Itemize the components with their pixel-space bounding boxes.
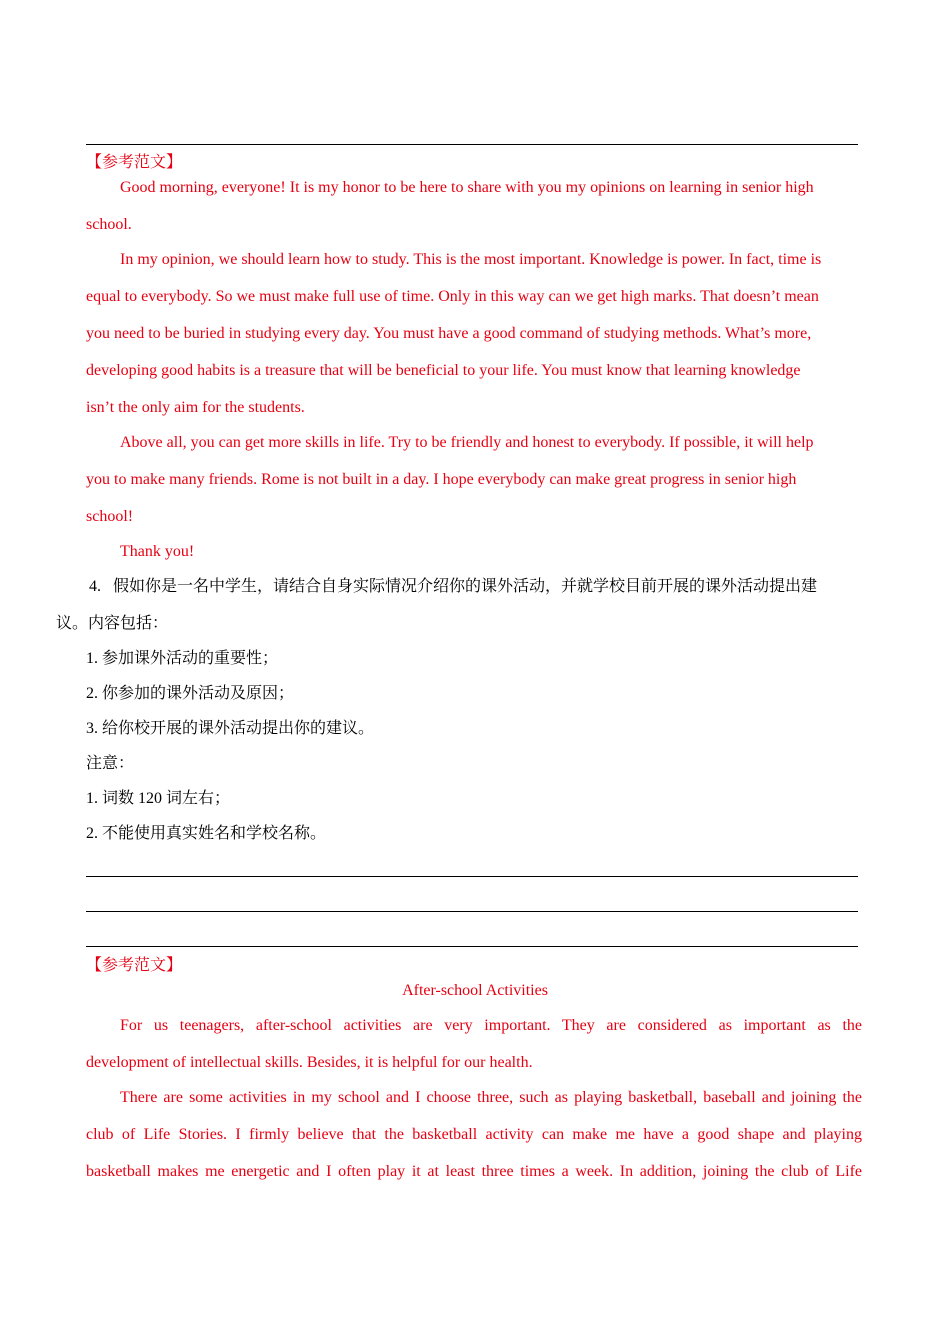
essay1-p2-line3: you need to be buried in studying every day. You must have a good command of studying methods. What’s more, <box>86 325 812 342</box>
essay1-p1-line1: Good morning, everyone! It is my honor to be here to share with you my opinions on learning in senior high <box>120 179 814 196</box>
answer-line <box>86 946 858 947</box>
note-1: 1. 词数 120 词左右； <box>86 790 231 807</box>
model-essay-heading: 【参考范文】 <box>86 154 183 171</box>
question-prompt-line2: 议。内容包括： <box>56 615 169 632</box>
note-label: 注意： <box>86 755 135 772</box>
question-prompt-line1: 假如你是一名中学生，请结合自身实际情况介绍你的课外活动，并就学校目前开展的课外活动提出建 <box>113 578 818 595</box>
essay1-p2-line2: equal to everybody. So we must make full use of time. Only in this way can we get high marks. That doesn’t mean <box>86 288 819 305</box>
note-2: 2. 不能使用真实姓名和学校名称。 <box>86 825 327 842</box>
question-item-2: 2. 你参加的课外活动及原因； <box>86 685 295 702</box>
essay2-p2-line2: club of Life Stories. I firmly believe that the basketball activity can make me have a good shape and playing <box>86 1126 862 1143</box>
essay2-title: After-school Activities <box>402 982 548 999</box>
model-essay-heading-2: 【参考范文】 <box>86 957 183 974</box>
essay2-p1-line2: development of intellectual skills. Besides, it is helpful for our health. <box>86 1054 533 1071</box>
essay2-p1-line1: For us teenagers, after-school activities are very important. They are considered as important as the <box>120 1017 862 1034</box>
essay1-closing: Thank you! <box>120 543 195 560</box>
essay1-p3-line1: Above all, you can get more skills in life. Try to be friendly and honest to everybody. If possible, it will help <box>120 434 814 451</box>
essay1-p1-line2: school. <box>86 216 132 233</box>
essay1-p3-line2: you to make many friends. Rome is not built in a day. I hope everybody can make great progress in senior high <box>86 471 797 488</box>
answer-line <box>86 144 858 145</box>
question-number: 4. <box>89 578 101 595</box>
essay1-p2-line4: developing good habits is a treasure that will be beneficial to your life. You must know that learning knowledge <box>86 362 801 379</box>
question-item-1: 1. 参加课外活动的重要性； <box>86 650 279 667</box>
answer-line <box>86 876 858 877</box>
essay1-p3-line3: school! <box>86 508 134 525</box>
essay2-p2-line1: There are some activities in my school and I choose three, such as playing basketball, baseball and joining the <box>120 1089 862 1106</box>
answer-line <box>86 911 858 912</box>
essay2-p2-line3: basketball makes me energetic and I often play it at least three times a week. In addition, joining the club of Life <box>86 1163 862 1180</box>
question-item-3: 3. 给你校开展的课外活动提出你的建议。 <box>86 720 375 737</box>
essay1-p2-line5: isn’t the only aim for the students. <box>86 399 305 416</box>
essay1-p2-line1: In my opinion, we should learn how to study. This is the most important. Knowledge is power. In fact, time is <box>120 251 822 268</box>
